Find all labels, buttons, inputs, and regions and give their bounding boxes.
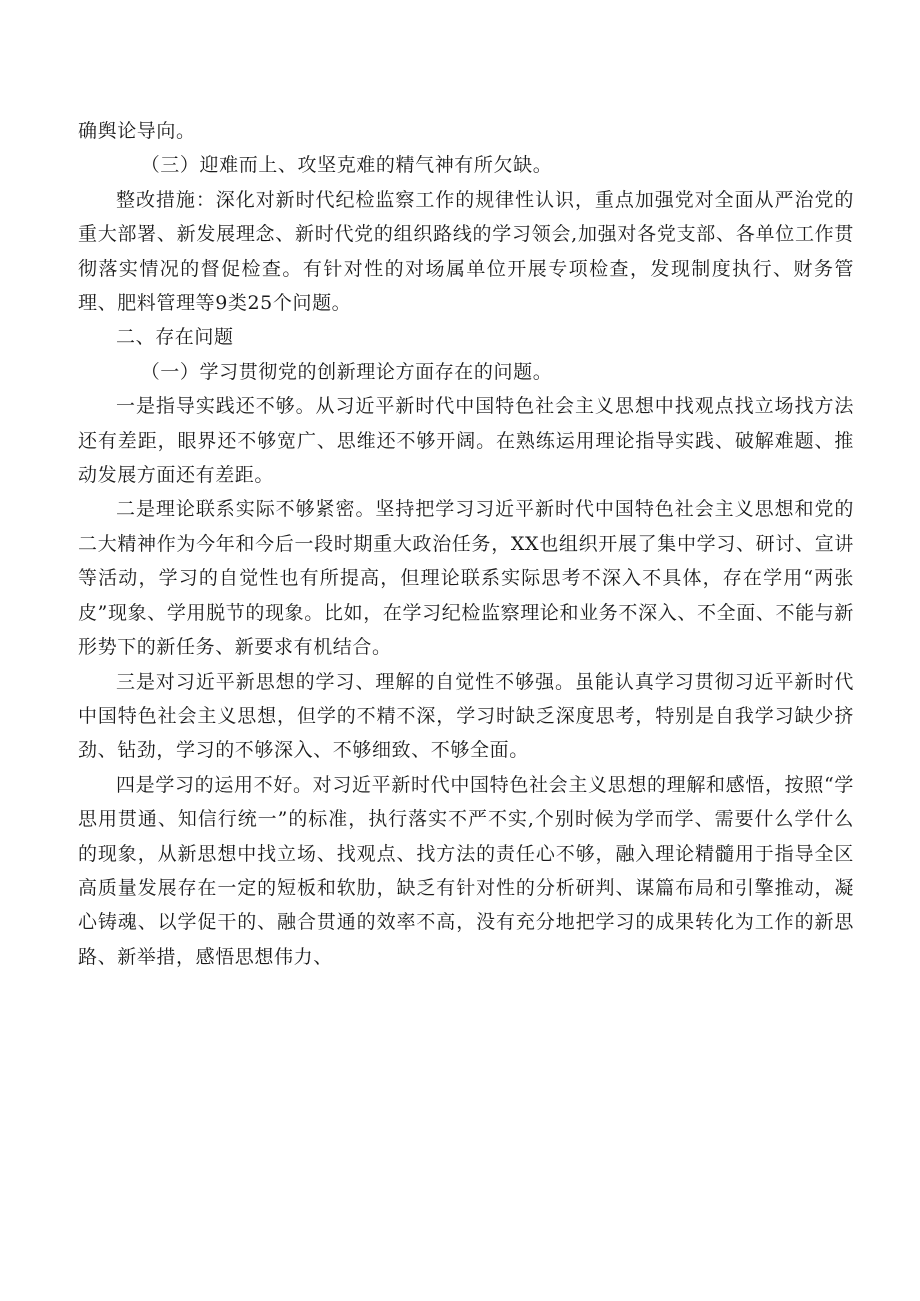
subheading-three: （三）迎难而上、攻坚克难的精气神有所欠缺。 <box>140 154 553 177</box>
document-body <box>78 114 854 974</box>
paragraph-point-three: 三是对习近平新思想的学习、理解的自觉性不够强。虽能认真学习贯彻习近平新时代中国特色社会主义思想，但学的不精不深，学习时缺乏深度思考，特别是自我学习缺少挤劲、钻劲，学习的不够深入、不够细致、不够全面。 <box>78 670 854 762</box>
subheading-one: （一）学习贯彻党的创新理论方面存在的问题。 <box>140 360 553 383</box>
paragraph-point-one: 一是指导实践还不够。从习近平新时代中国特色社会主义思想中找观点找立场找方法还有差距，眼界还不够宽广、思维还不够开阔。在熟练运用理论指导实践、破解难题、推动发展方面还有差距。 <box>78 395 854 487</box>
section-heading-existing-problems: 二、存在问题 <box>116 326 234 349</box>
paragraph-point-four: 四是学习的运用不好。对习近平新时代中国特色社会主义思想的理解和感悟，按照“学思用贯通、知信行统一”的标准，执行落实不严不实,个别时候为学而学、需要什么学什么的现象，从新思想中找立场、找观点、找方法的责任心不够，融入理论精髓用于指导全区高质量发展存在一定的短板和软肋，缺乏有针对性的分析研判、谋篇布局和引擎推动，凝心铸魂、以学促干的、融合贯通的效率不高，没有充分地把学习的成果转化为工作的新思路、新举措，感悟思想伟力、 <box>78 773 854 968</box>
paragraph-continuation: 确舆论导向。 <box>78 120 196 142</box>
paragraph-point-two: 二是理论联系实际不够紧密。坚持把学习习近平新时代中国特色社会主义思想和党的二大精神作为今年和今后一段时期重大政治任务，XX也组织开展了集中学习、研讨、宣讲等活动，学习的自觉性也有所提高，但理论联系实际思考不深入不具体，存在学用“两张皮”现象、学用脱节的现象。比如，在学习纪检监察理论和业务不深入、不全面、不能与新形势下的新任务、新要求有机结合。 <box>78 498 854 659</box>
paragraph-rectification-measures: 整改措施：深化对新时代纪检监察工作的规律性认识，重点加强党对全面从严治党的重大部署、新发展理念、新时代党的组织路线的学习领会,加强对各党支部、各单位工作贯彻落实情况的督促检查。有针对性的对场属单位开展专项检查，发现制度执行、财务管理、肥料管理等9类25个问题。 <box>78 188 854 315</box>
